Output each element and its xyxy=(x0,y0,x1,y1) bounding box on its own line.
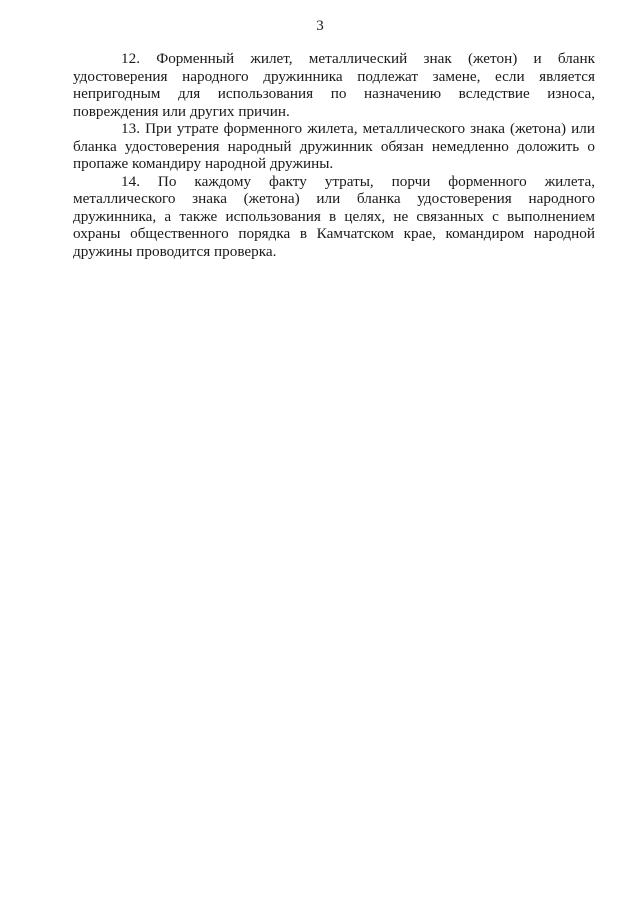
paragraph-14: 14. По каждому факту утраты, порчи форменного жилета, металлического знака (жетона) или бланка удостоверения народного дружинника, а также использования в целях, не связанных с выполнением охраны общественного порядка в Камчатском крае, командиром народной дружины проводится проверка. xyxy=(73,172,595,260)
paragraph-13: 13. При утрате форменного жилета, металлического знака (жетона) или бланка удостоверения народный дружинник обязан немедленно доложить о пропаже командиру народной дружины. xyxy=(73,120,595,172)
paragraph-12: 12. Форменный жилет, металлический знак (жетон) и бланк удостоверения народного дружинника подлежат замене, если является непригодным для использования по назначению вследствие износа, повреждения или других причин. xyxy=(73,50,595,120)
document-body xyxy=(73,50,595,260)
page-number: 3 xyxy=(316,18,324,34)
